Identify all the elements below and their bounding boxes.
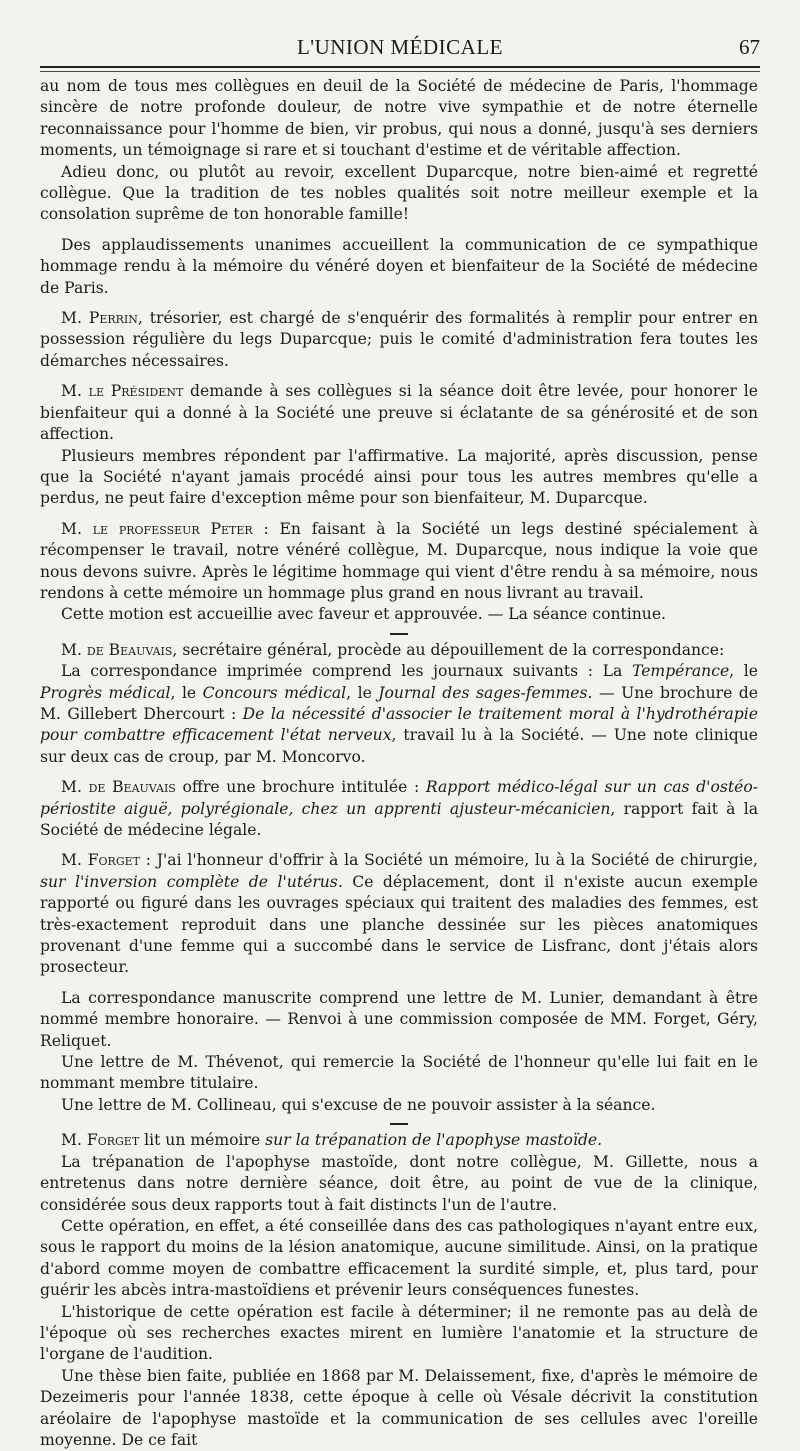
paragraph bbox=[40, 1302, 758, 1366]
italic-title: Progrès médical bbox=[40, 683, 171, 702]
italic-title: Journal des sages-femmes bbox=[378, 683, 588, 702]
paragraph bbox=[40, 661, 758, 768]
paragraph bbox=[40, 308, 758, 372]
paragraph bbox=[40, 162, 758, 226]
paragraph bbox=[40, 640, 758, 661]
paragraph bbox=[40, 446, 758, 510]
italic-title: Tempérance bbox=[632, 662, 730, 681]
speaker-name: M. Perrin, bbox=[61, 309, 143, 328]
text-run: offre une brochure intitulée : bbox=[175, 778, 426, 797]
paragraph-text: En faisant à la Société un legs destiné spécialement à récompenser le travail, notre vénéré collègue, M. Duparcque, nous indique la voie que nous devons suivre. Après le légitime hommage qui vient d'être rendu à sa mémoire, nous rendons à cette mémoire un hommage plus grand en nous livrant au travail. bbox=[40, 519, 758, 602]
paragraph-text: Plusieurs membres répondent par l'affirmative. La majorité, après discussion, pense que la Société n'ayant jamais procédé ainsi pour tous les autres membres qu'elle a perdus, ne peut faire d'exception même pour son bienfaiteur, M. Duparcque. bbox=[40, 446, 758, 508]
paragraph bbox=[40, 1216, 758, 1302]
speaker-name: M. de Beauvais, bbox=[61, 640, 178, 659]
paragraph-text: Une lettre de M. Collineau, qui s'excuse de ne pouvoir assister à la séance. bbox=[61, 1095, 656, 1114]
article-body bbox=[40, 76, 758, 1451]
paragraph bbox=[40, 1152, 758, 1216]
paragraph-text: demande à ses collègues si la séance doit être levée, pour honorer le bienfaiteur qui a donné à la Société une preuve si éclatante de sa générosité et de son affection. bbox=[40, 382, 758, 444]
speaker-name: M. Forget : bbox=[61, 851, 151, 870]
paragraph bbox=[40, 1366, 758, 1451]
paragraph-text: Une thèse bien faite, publiée en 1868 par M. Delaissement, fixe, d'après le mémoire de Dezeimeris pour l'année 1838, cette époque à celle où Vésale décrivit la constitution aréolaire de l'apophyse mastoïde et la communication de ses cellules avec l'oreille moyenne. De ce fait bbox=[40, 1366, 758, 1449]
text-run: J'ai l'honneur d'offrir à la Société un mémoire, lu à la Société de chirurgie, bbox=[151, 851, 758, 870]
header-rule-thin bbox=[40, 71, 760, 72]
paragraph bbox=[40, 381, 758, 445]
paragraph bbox=[40, 76, 758, 162]
speaker-name: M. le Président bbox=[61, 382, 184, 401]
journal-title: L'UNION MÉDICALE bbox=[296, 35, 503, 59]
paragraph-text: au nom de tous mes collègues en deuil de la Société de médecine de Paris, l'hommage sincère de notre profonde douleur, de notre vive sympathie et de notre éternelle reconnaissance pour l'homme de bien, vir probus, qui nous a donné, jusqu'à ses derniers moments, un témoignage si rare et si touchant d'estime et de véritable affection. bbox=[40, 77, 758, 160]
paragraph bbox=[40, 519, 758, 605]
speaker-name: M. Forget bbox=[61, 1131, 140, 1150]
paragraph-text: Une lettre de M. Thévenot, qui remercie la Société de l'honneur qu'elle lui fait en le nommant membre titulaire. bbox=[40, 1053, 758, 1093]
header-rule-thick bbox=[40, 66, 760, 68]
paragraph-text: secrétaire général, procède au dépouillement de la correspondance: bbox=[177, 640, 725, 659]
italic-title: Concours médical bbox=[202, 683, 347, 702]
italic-title: De la nécessité d'associer le traitement moral à l'hydrothérapie pour combattre efficacement l'état nerveux bbox=[40, 704, 758, 745]
paragraph bbox=[40, 1130, 758, 1151]
italic-title: sur la trépanation de l'apophyse mastoïde. bbox=[265, 1131, 603, 1150]
text-run: La correspondance imprimée comprend les journaux suivants : La bbox=[61, 662, 632, 681]
section-separator bbox=[390, 1123, 408, 1125]
paragraph bbox=[40, 850, 758, 978]
paragraph bbox=[40, 235, 758, 299]
paragraph bbox=[40, 988, 758, 1052]
paragraph bbox=[40, 604, 758, 625]
paragraph-text: La trépanation de l'apophyse mastoïde, dont notre collègue, M. Gillette, nous a entretenus dans notre dernière séance, doit être, au point de vue de la clinique, considérée sous deux rapports tout à fait distincts l'un de l'autre. bbox=[40, 1152, 758, 1214]
text-run: lit un mémoire bbox=[139, 1131, 266, 1150]
speaker-name: M. de Beauvais bbox=[61, 778, 176, 797]
paragraph-text: trésorier, est chargé de s'enquérir des formalités à remplir pour entrer en possession régulière du legs Duparcque; puis le comité d'administration fera toutes les démarches nécessaires. bbox=[40, 309, 758, 370]
italic-title: Rapport médico-légal sur un cas d'ostéo-périostite aiguë, polyrégionale, chez un apprenti ajusteur-mécanicien bbox=[40, 778, 758, 818]
text-run: , le bbox=[346, 683, 379, 702]
paragraph bbox=[40, 777, 758, 841]
text-run: , rapport fait à la Société de médecine légale. bbox=[40, 799, 758, 839]
paragraph-text: Des applaudissements unanimes accueillent la communication de ce sympathique hommage rendu à la mémoire du vénéré doyen et bienfaiteur de la Société de médecine de Paris. bbox=[40, 235, 758, 297]
paragraph bbox=[40, 1052, 758, 1095]
paragraph-text: L'historique de cette opération est facile à déterminer; il ne remonte pas au delà de l'époque où ses recherches exactes mirent en lumière l'anatomie et la structure de l'organe de l'audition. bbox=[40, 1302, 758, 1364]
text-run: . Ce déplacement, dont il n'existe aucun exemple rapporté ou figuré dans les ouvrages spéciaux qui traitent des maladies des femmes, est très-exactement reproduit dans une planche dessinée sur les pièces anatomiques provenant d'une femme qui a succombé dans le service de Lisfranc, dont j'étais alors prosecteur. bbox=[40, 872, 759, 977]
paragraph-text: Adieu donc, ou plutôt au revoir, excellent Duparcque, notre bien-aimé et regretté collègue. Que la tradition de tes nobles qualités soit notre meilleur exemple et la consolation suprême de ton honorable famille! bbox=[40, 162, 758, 224]
section-separator bbox=[390, 633, 408, 635]
text-run: , le bbox=[170, 683, 203, 702]
speaker-name: M. le professeur Peter : bbox=[61, 519, 269, 538]
running-header bbox=[40, 26, 760, 60]
text-run: , le bbox=[729, 662, 758, 681]
text-run: . — Une brochure de M. Gillebert Dhercourt : bbox=[40, 683, 758, 723]
text-run: , travail lu à la Société. — Une note clinique sur deux cas de croup, par M. Moncorvo. bbox=[40, 726, 758, 766]
paragraph-text: Cette opération, en effet, a été conseillée dans des cas pathologiques n'ayant entre eux, sous le rapport du moins de la lésion anatomique, aucune similitude. Ainsi, on la pratique d'abord comme moyen de combattre efficacement la surdité simple, et, plus tard, pour guérir les abcès intra-mastoïdiens et prévenir leurs conséquences funestes. bbox=[40, 1216, 758, 1300]
paragraph-text: La correspondance manuscrite comprend une lettre de M. Lunier, demandant à être nommé membre honoraire. — Renvoi à une commission composée de MM. Forget, Géry, Reliquet. bbox=[40, 988, 758, 1050]
paragraph-text: Cette motion est accueillie avec faveur et approuvée. — La séance continue. bbox=[61, 605, 667, 624]
italic-title: sur l'inversion complète de l'utérus bbox=[40, 872, 338, 891]
paragraph bbox=[40, 1095, 758, 1116]
page-number: 67 bbox=[739, 35, 760, 59]
